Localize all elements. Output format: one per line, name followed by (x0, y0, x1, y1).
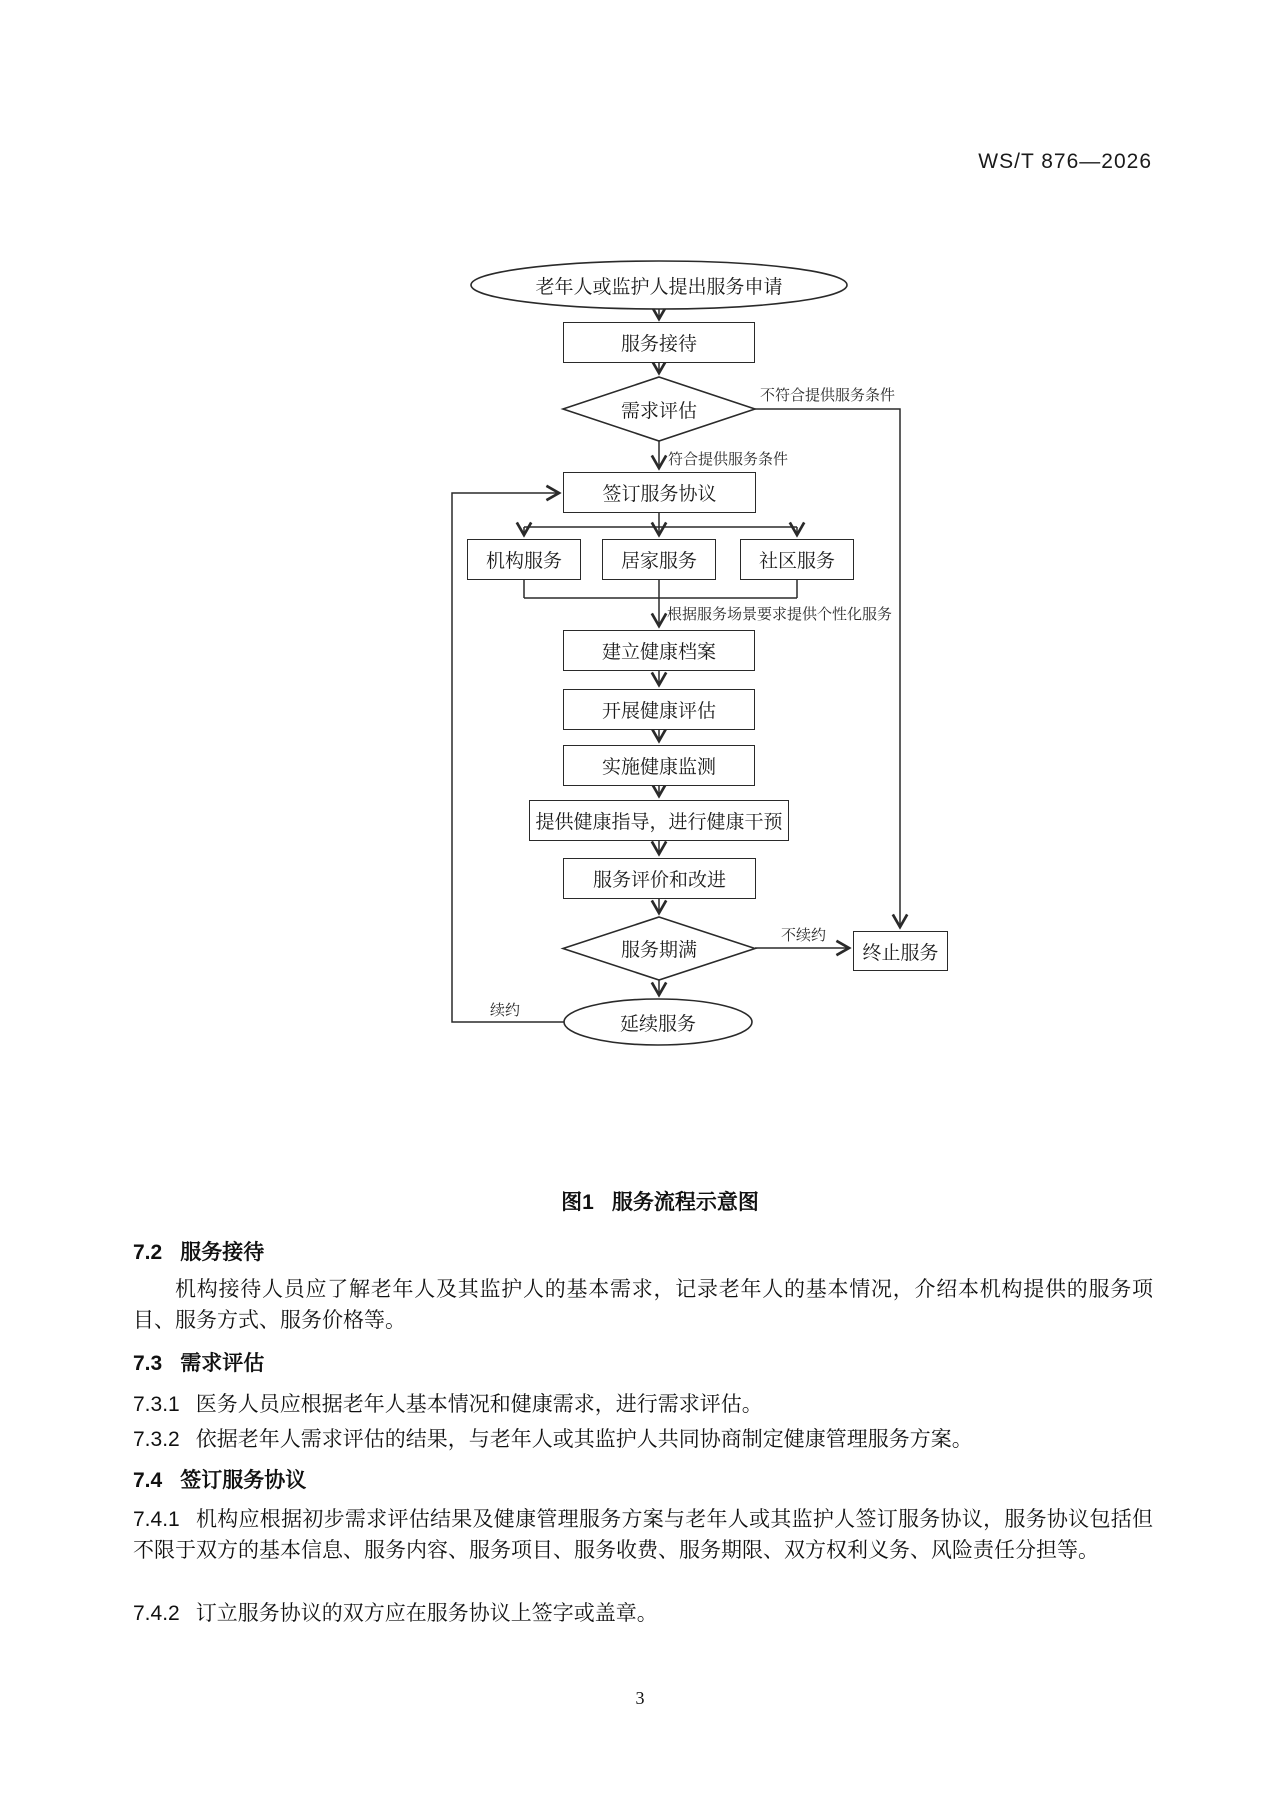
node-org-service: 机构服务 (467, 539, 581, 580)
paragraph-7-2: 机构接待人员应了解老年人及其监护人的基本需求，记录老年人的基本情况，介绍本机构提供的服务项目、服务方式、服务价格等。 (133, 1277, 1153, 1332)
section-title: 需求评估 (180, 1352, 265, 1375)
section-number: 7.2 (133, 1241, 163, 1264)
clause-number: 7.4.1 (133, 1508, 180, 1531)
section-heading-7-2 (133, 1236, 1150, 1266)
clause-text: 医务人员应根据老年人基本情况和健康需求，进行需求评估。 (195, 1392, 763, 1416)
figure-caption-number: 图1 (561, 1191, 594, 1214)
edge-label-not-eligible: 不符合提供服务条件 (760, 387, 896, 404)
edge-label-personalized: 根据服务场景要求提供个性化服务 (667, 606, 893, 623)
edge-label-no-renew: 不续约 (781, 927, 827, 944)
node-health-assess: 开展健康评估 (563, 689, 755, 730)
node-start: 老年人或监护人提出服务申请 (535, 276, 783, 298)
figure-caption-title: 服务流程示意图 (611, 1191, 759, 1214)
node-renew-service: 延续服务 (619, 1013, 696, 1035)
section-heading-7-4 (133, 1464, 1150, 1494)
node-monitor: 实施健康监测 (563, 745, 755, 786)
node-community-service: 社区服务 (740, 539, 854, 580)
section-title: 服务接待 (180, 1241, 265, 1264)
clause-number: 7.4.2 (133, 1602, 180, 1625)
clause-7-3-2 (133, 1424, 1153, 1455)
clause-number: 7.3.2 (133, 1428, 180, 1451)
node-guidance: 提供健康指导，进行健康干预 (529, 800, 789, 841)
merge-line (524, 580, 797, 598)
figure-caption (133, 1186, 1187, 1216)
split-line (524, 513, 797, 527)
node-needs-assessment: 需求评估 (620, 400, 697, 422)
clause-text: 订立服务协议的双方应在服务协议上签字或盖章。 (195, 1601, 658, 1625)
clause-7-3-1 (133, 1389, 1153, 1420)
section-number: 7.4 (133, 1469, 163, 1492)
section-title: 签订服务协议 (180, 1469, 307, 1492)
clause-7-4-2 (133, 1598, 1153, 1629)
node-archive: 建立健康档案 (563, 630, 755, 671)
node-evaluate: 服务评价和改进 (563, 858, 756, 899)
edge-label-eligible: 符合提供服务条件 (668, 451, 789, 468)
clause-7-4-1 (133, 1504, 1153, 1566)
node-terminate: 终止服务 (853, 931, 948, 971)
section-number: 7.3 (133, 1352, 163, 1375)
standard-code: WS/T 876—2026 (978, 150, 1152, 173)
node-service-expire: 服务期满 (620, 940, 697, 961)
clause-number: 7.3.1 (133, 1393, 180, 1416)
node-sign-agreement: 签订服务协议 (563, 472, 756, 513)
clause-text: 依据老年人需求评估的结果，与老年人或其监护人共同协商制定健康管理服务方案。 (195, 1427, 973, 1451)
clause-text: 机构应根据初步需求评估结果及健康管理服务方案与老年人或其监护人签订服务协议，服务协议包括但不限于双方的基本信息、服务内容、服务项目、服务收费、服务期限、双方权利义务、风险责任分担等。 (133, 1507, 1153, 1562)
section-heading-7-3 (133, 1347, 1150, 1377)
node-reception: 服务接待 (563, 322, 755, 363)
node-home-service: 居家服务 (602, 539, 716, 580)
branch-not-eligible (755, 409, 900, 927)
edge-label-renew: 续约 (490, 1002, 521, 1019)
page-number: 3 (635, 1688, 645, 1708)
